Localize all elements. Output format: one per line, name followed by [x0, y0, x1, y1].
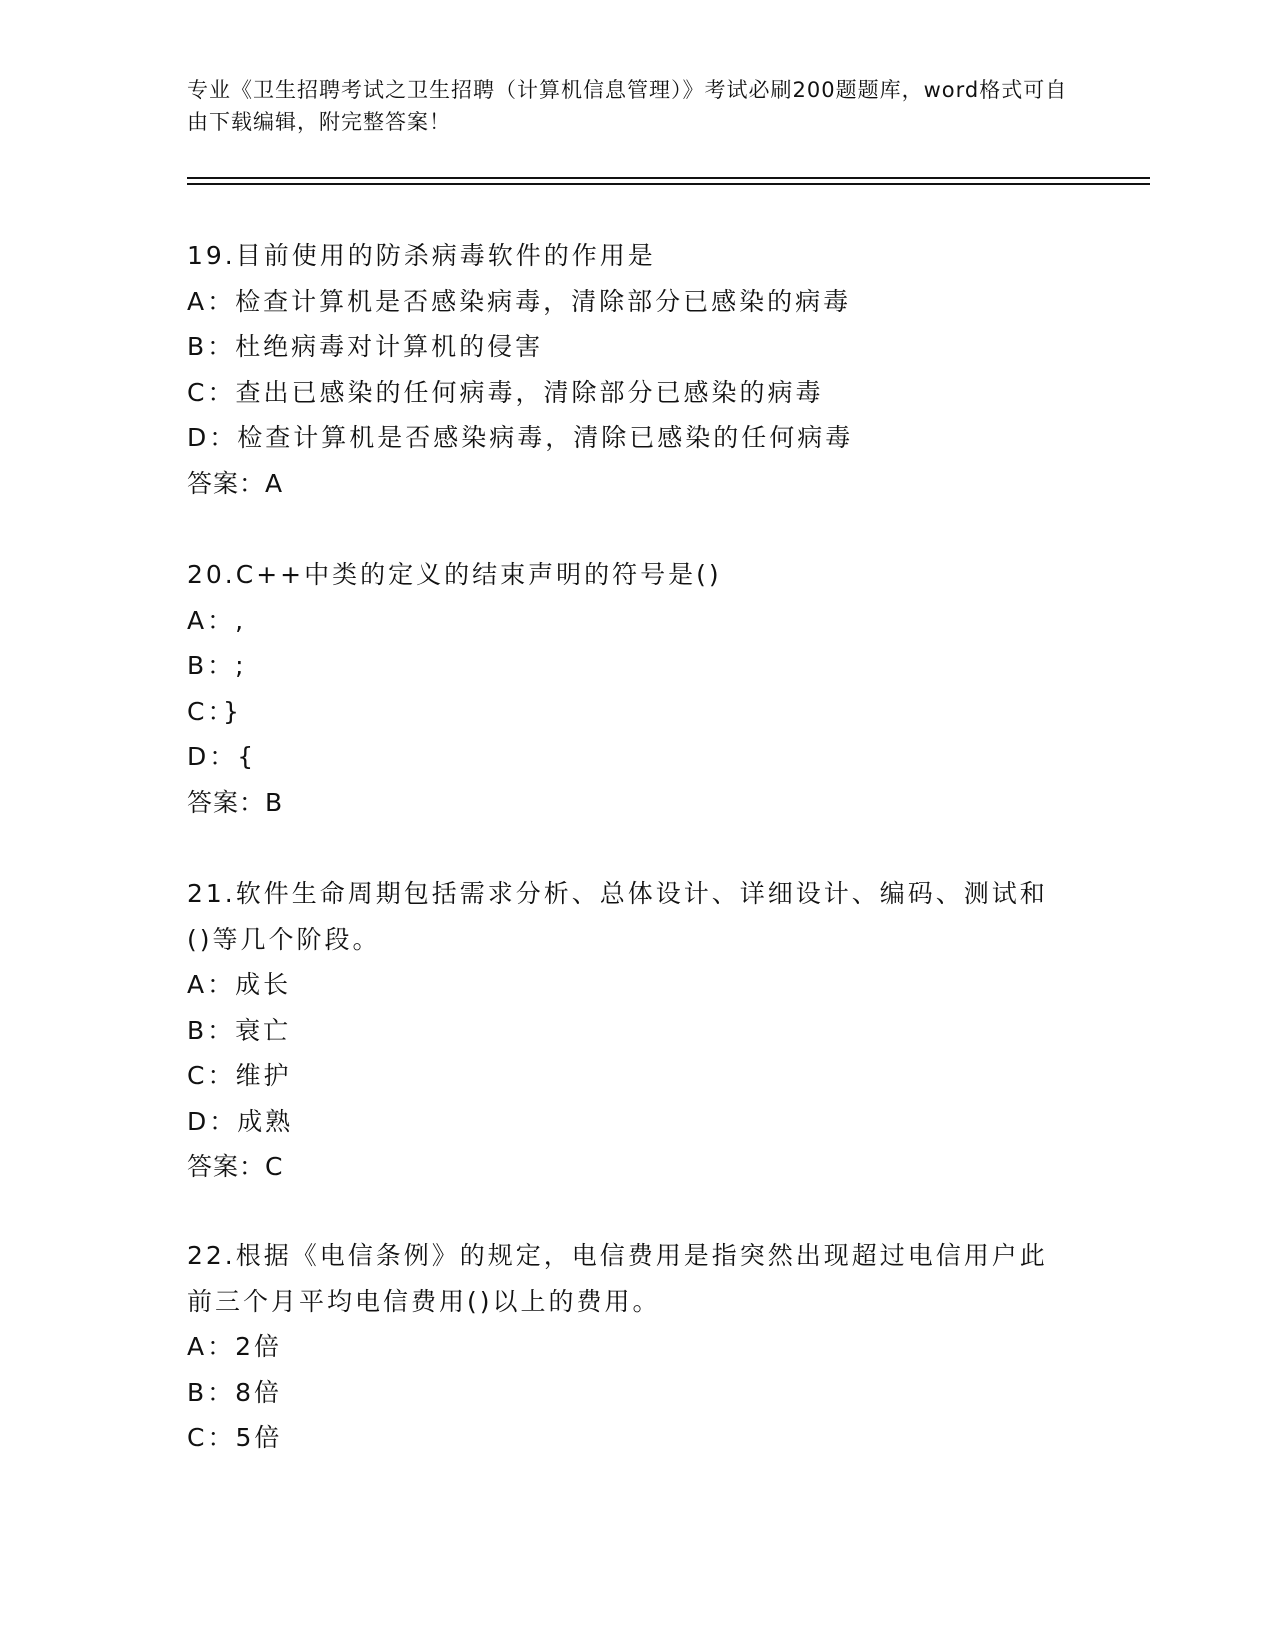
question-stem: 22.根据《电信条例》的规定，电信费用是指突然出现超过电信用户此前三个月平均电信费用()以上的费用。	[187, 1241, 1048, 1316]
option-d: D：检查计算机是否感染病毒，清除已感染的任何病毒	[187, 423, 854, 452]
question-20	[187, 552, 1087, 825]
question-22	[187, 1233, 1087, 1461]
question-21	[187, 871, 1087, 1190]
answer-line: 答案：B	[187, 787, 284, 817]
option-c: C：维护	[187, 1061, 292, 1090]
header-rule-top	[187, 177, 1150, 179]
question-stem: 21.软件生命周期包括需求分析、总体设计、详细设计、编码、测试和()等几个阶段。	[187, 879, 1048, 954]
question-stem: 20.C++中类的定义的结束声明的符号是()	[187, 560, 722, 589]
option-d: D：成熟	[187, 1106, 294, 1136]
answer-line: 答案：A	[187, 468, 284, 498]
option-c: C：}	[187, 696, 242, 726]
option-a: A：成长	[187, 970, 292, 999]
answer-line: 答案：C	[187, 1152, 284, 1181]
document-header: 专业《卫生招聘考试之卫生招聘（计算机信息管理）》考试必刷200题题库，word格式可自由下载编辑，附完整答案！	[187, 78, 1068, 134]
question-stem: 19.目前使用的防杀病毒软件的作用是	[187, 241, 656, 270]
option-b: B：;	[187, 651, 247, 680]
option-c: C：查出已感染的任何病毒，清除部分已感染的病毒	[187, 377, 824, 407]
header-rule-bottom	[187, 183, 1150, 185]
option-b: B：杜绝病毒对计算机的侵害	[187, 332, 544, 361]
question-19	[187, 233, 1087, 506]
option-c: C：5倍	[187, 1423, 283, 1452]
option-a: A：2倍	[187, 1332, 283, 1361]
option-a: A：检查计算机是否感染病毒，清除部分已感染的病毒	[187, 286, 852, 316]
option-b: B：8倍	[187, 1377, 283, 1407]
option-d: D：{	[187, 742, 257, 771]
option-b: B：衰亡	[187, 1015, 292, 1045]
option-a: A：,	[187, 605, 247, 635]
